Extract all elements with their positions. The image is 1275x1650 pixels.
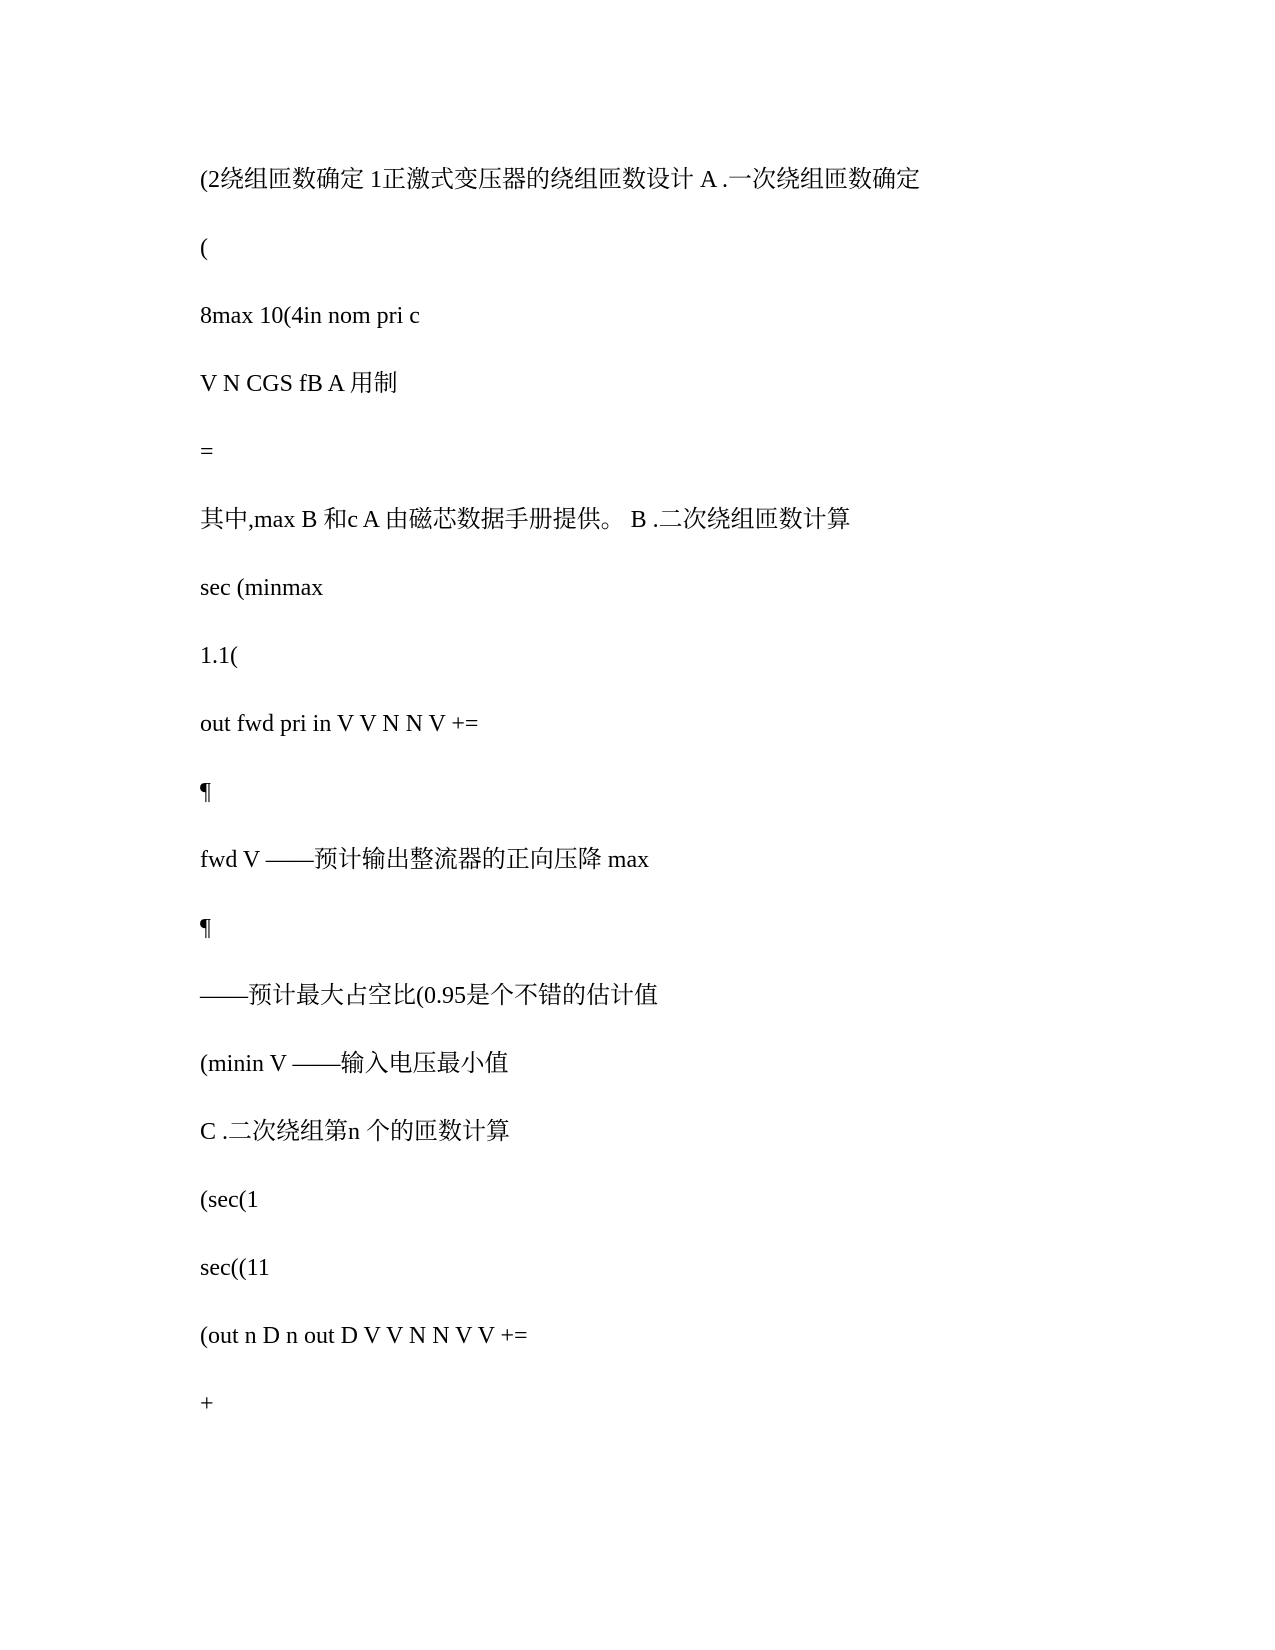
definition-line: (minin V ——输入电压最小值 <box>200 1051 509 1077</box>
formula-fragment: = <box>200 439 214 465</box>
formula-fragment: (sec(1 <box>200 1187 259 1213</box>
formula-fragment: 1.1( <box>200 643 238 669</box>
section-heading-winding-turns: (2绕组匝数确定 1正激式变压器的绕组匝数设计 A .一次绕组匝数确定 <box>200 167 920 193</box>
formula-fragment: + <box>200 1391 214 1417</box>
pilcrow-mark: ¶ <box>200 915 211 941</box>
pilcrow-mark: ¶ <box>200 779 211 805</box>
body-text-line: 其中,max B 和c A 由磁芯数据手册提供。 B .二次绕组匝数计算 <box>200 507 851 533</box>
formula-fragment: V N CGS fB A 用制 <box>200 371 398 397</box>
formula-fragment: out fwd pri in V V N N V += <box>200 711 479 737</box>
definition-line: fwd V ——预计输出整流器的正向压降 max <box>200 847 650 873</box>
definition-line: ——预计最大占空比(0.95是个不错的估计值 <box>200 983 658 1009</box>
formula-fragment: 8max 10(4in nom pri c <box>200 303 420 329</box>
formula-fragment: sec((11 <box>200 1255 270 1281</box>
formula-fragment: ( <box>200 235 208 261</box>
formula-fragment: (out n D n out D V V N N V V += <box>200 1323 528 1349</box>
formula-fragment: sec (minmax <box>200 575 324 601</box>
section-heading-nth-secondary: C .二次绕组第n 个的匝数计算 <box>200 1119 511 1145</box>
